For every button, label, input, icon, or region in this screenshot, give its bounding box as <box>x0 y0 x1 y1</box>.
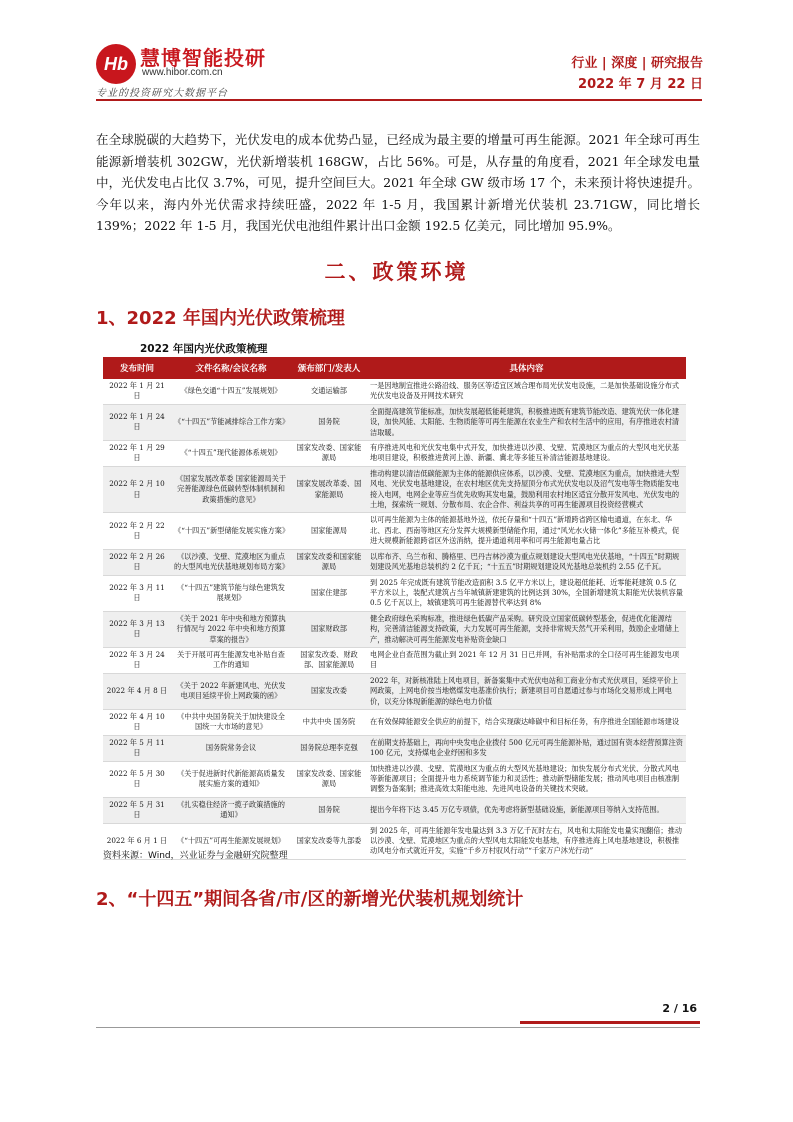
cell-content: 2022 年，对新核准陆上风电项目，新备案集中式光伏电站和工商业分布式光伏项目，延续平价上网政策，上网电价按当地燃煤发电基准价执行；新建项目可自愿通过参与市场化交易形成上网电价，以充分体现新能源的绿色电力价值 <box>367 673 686 709</box>
cell-date: 2022 年 5 月 30 日 <box>103 761 171 797</box>
cell-department: 国务院 <box>291 404 367 440</box>
hibor-logo-icon[interactable]: Hb <box>96 44 136 84</box>
page-number: 2 / 16 <box>662 1002 697 1015</box>
logo-name[interactable]: 慧博智能投研 <box>140 46 266 70</box>
cell-date: 2022 年 3 月 13 日 <box>103 611 171 647</box>
cell-document: 《国家发展改革委 国家能源局关于完善能源绿色低碳转型体制机制和政策措施的意见》 <box>171 466 291 513</box>
cell-content: 到 2025 年，可再生能源年发电量达到 3.3 万亿千瓦时左右，风电和太阳能发电量实现翻倍；推动以沙漠、戈壁、荒漠地区为重点的大型风电太阳能发电基地，有序推进海上风电基地建设，积极推动风电分布式就近开发，实施“千乡万村驭风行动”“千家万户沐光行动” <box>367 823 686 859</box>
cell-date: 2022 年 5 月 31 日 <box>103 797 171 823</box>
cell-department: 国家发改委、国家能源局 <box>291 761 367 797</box>
policy-table <box>103 357 686 860</box>
cell-document: 《关于 2022 年新建风电、光伏发电项目延续平价上网政策的函》 <box>171 673 291 709</box>
cell-document: 《“十四五”可再生能源发展规划》 <box>171 823 291 859</box>
cell-document: 《中共中央国务院关于加快建设全国统一大市场的意见》 <box>171 709 291 735</box>
cell-document: 国务院常务会议 <box>171 735 291 761</box>
cell-date: 2022 年 5 月 11 日 <box>103 735 171 761</box>
cell-department: 国家发改委 <box>291 673 367 709</box>
cell-document: 《以沙漠、戈壁、荒漠地区为重点的大型风电光伏基地规划布局方案》 <box>171 549 291 575</box>
subsection-title-2: 2、“十四五”期间各省/市/区的新增光伏装机规划统计 <box>96 889 524 910</box>
cell-date: 2022 年 2 月 26 日 <box>103 549 171 575</box>
report-type: 行业 | 深度 | 研究报告 <box>571 56 703 71</box>
header-divider <box>96 99 702 101</box>
cell-department: 国务院 <box>291 797 367 823</box>
cell-document: 《“十四五”建筑节能与绿色建筑发展规划》 <box>171 575 291 611</box>
cell-date: 2022 年 4 月 10 日 <box>103 709 171 735</box>
subsection-title-1: 1、2022 年国内光伏政策梳理 <box>96 308 345 329</box>
table-row <box>103 761 686 797</box>
cell-content: 在有效保障能源安全供应的前提下，结合实现碳达峰碳中和目标任务，有序推进全国能源市场建设 <box>367 709 686 735</box>
table-source: 资料来源：Wind，兴业证券与金融研究院整理 <box>103 851 288 861</box>
table-row <box>103 404 686 440</box>
column-header: 文件名称/会议名称 <box>171 357 291 379</box>
cell-department: 国家住建部 <box>291 575 367 611</box>
cell-department: 国家发改委、国家能源局 <box>291 441 367 467</box>
page-header <box>0 0 793 110</box>
column-header: 颁布部门/发表人 <box>291 357 367 379</box>
cell-document: 《“十四五”新型储能发展实施方案》 <box>171 513 291 549</box>
cell-date: 2022 年 1 月 29 日 <box>103 441 171 467</box>
cell-department: 国务院总理李克强 <box>291 735 367 761</box>
cell-content: 以库布齐、乌兰布和、腾格里、巴丹吉林沙漠为重点规划建设大型风电光伏基地，“十四五”时期规划建设风光基地总装机约 2 亿千瓦；“十五五”时期规划建设风光基地总装机约 2.55 亿千瓦。 <box>367 549 686 575</box>
table-row <box>103 379 686 404</box>
cell-date: 2022 年 3 月 11 日 <box>103 575 171 611</box>
cell-content: 以可再生能源为主体的能源基地外送，依托存量和“十四五”新增跨省跨区输电通道，在东北、华北、西北、西南等地区充分发挥大规模新型储能作用，通过“风光水火储一体化”多能互补模式，促进大规模新能源跨省区外送消纳，提升通道利用率和可再生能源电量占比 <box>367 513 686 549</box>
cell-content: 推动构建以清洁低碳能源为主体的能源供应体系，以沙漠、戈壁、荒漠地区为重点，加快推进大型风电、光伏发电基地建设，在农村地区优先支持屋顶分布式光伏发电以及沼气发电等生物质能发电接入电网，电网企业等应当优先收购其发电量，鼓励利用农村地区适宜分散开发风电、光伏发电的土地，探索统一规划、分散布局、农企合作、利益共享的可再生能源项目投资经营模式 <box>367 466 686 513</box>
cell-department: 国家能源局 <box>291 513 367 549</box>
cell-department: 交通运输部 <box>291 379 367 404</box>
table-row <box>103 611 686 647</box>
logo-url[interactable]: www.hibor.com.cn <box>142 67 223 78</box>
cell-document: 关于开展可再生能源发电补贴自查工作的通知 <box>171 647 291 673</box>
column-header: 具体内容 <box>367 357 686 379</box>
cell-department: 国家发改委等九部委 <box>291 823 367 859</box>
cell-content: 加快推进以沙漠、戈壁、荒漠地区为重点的大型风光基地建设；加快发展分布式光伏、分散式风电等新能源项目；全面提升电力系统调节能力和灵活性；推动新型储能发展；推动风电项目由核准制调整为备案制；推进高效太阳能电池、先进风电设备的关键技术突破。 <box>367 761 686 797</box>
cell-date: 2022 年 2 月 22 日 <box>103 513 171 549</box>
cell-document: 《扎实稳住经济一揽子政策措施的通知》 <box>171 797 291 823</box>
cell-content: 一是因地制宜推进公路沿线、服务区等适宜区域合理布局光伏发电设施，二是加快基础设施分布式光伏发电设备及开网技术研究 <box>367 379 686 404</box>
cell-date: 2022 年 6 月 1 日 <box>103 823 171 859</box>
cell-department: 国家发改委、财政部、国家能源局 <box>291 647 367 673</box>
cell-date: 2022 年 2 月 10 日 <box>103 466 171 513</box>
cell-content: 提出今年将下达 3.45 万亿专项债，优先考虑将新型基础设施，新能源项目等纳入支持范围。 <box>367 797 686 823</box>
cell-content: 健全政府绿色采购标准，推进绿色低碳产品采购。研究设立国家低碳转型基金，促进优化能源结构，完善清洁能源支持政策，大力发展可再生能源，支持非常规天然气开采利用，鼓励企业增储上产，推动解决可再生能源发电补贴资金缺口 <box>367 611 686 647</box>
table-row <box>103 575 686 611</box>
table-row <box>103 513 686 549</box>
cell-department: 中共中央 国务院 <box>291 709 367 735</box>
cell-department: 国家财政部 <box>291 611 367 647</box>
table-row <box>103 735 686 761</box>
cell-document: 《“十四五”节能减排综合工作方案》 <box>171 404 291 440</box>
table-row <box>103 441 686 467</box>
report-date: 2022 年 7 月 22 日 <box>578 77 703 92</box>
footer-divider <box>96 1027 700 1028</box>
cell-content: 在前期支持基础上，再向中央发电企业拨付 500 亿元可再生能源补贴，通过国有资本经营预算注资 100 亿元，支持煤电企业纾困和多发 <box>367 735 686 761</box>
table-title: 2022 年国内光伏政策梳理 <box>140 343 268 355</box>
cell-department: 国家发展改革委、国家能源局 <box>291 466 367 513</box>
table-row <box>103 647 686 673</box>
section-title: 二、政策环境 <box>324 260 469 284</box>
logo-slogan: 专业的投资研究大数据平台 <box>96 88 228 99</box>
table-row <box>103 797 686 823</box>
table-row <box>103 466 686 513</box>
cell-date: 2022 年 1 月 24 日 <box>103 404 171 440</box>
cell-document: 《绿色交通“十四五”发展规划》 <box>171 379 291 404</box>
table-row <box>103 673 686 709</box>
intro-paragraph <box>96 129 700 237</box>
table-row <box>103 549 686 575</box>
footer-accent-bar <box>520 1021 700 1024</box>
cell-department: 国家发改委和国家能源局 <box>291 549 367 575</box>
column-header: 发布时间 <box>103 357 171 379</box>
cell-content: 到 2025 年完成既有建筑节能改造面积 3.5 亿平方米以上，建设超低能耗、近零能耗建筑 0.5 亿平方米以上，装配式建筑占当年城镇新建建筑的比例达到 30%，全国新增建筑太阳能光伏装机容量 0.5 亿千瓦以上，城镇建筑可再生能源替代率达到 8% <box>367 575 686 611</box>
cell-content: 全面提高建筑节能标准，加快发展超低能耗建筑，积极推进既有建筑节能改造、建筑光伏一体化建设，加快风能、太阳能、生物质能等可再生能源在农业生产和农村生活中的应用，有序推进农村清洁取暖。 <box>367 404 686 440</box>
cell-document: 《关于促进新时代新能源高质量发展实施方案的通知》 <box>171 761 291 797</box>
cell-date: 2022 年 3 月 24 日 <box>103 647 171 673</box>
cell-document: 《“十四五”现代能源体系规划》 <box>171 441 291 467</box>
cell-content: 电网企业自查范围为截止到 2021 年 12 月 31 日已并网，有补贴需求的全口径可再生能源发电项目 <box>367 647 686 673</box>
table-header-row <box>103 357 686 379</box>
intro-text: 在全球脱碳的大趋势下，光伏发电的成本优势凸显，已经成为最主要的增量可再生能源。2021 年全球可再生能源新增装机 302GW，光伏新增装机 168GW，占比 56%。可是，从存量的角度看，2021 年全球发电量中，光伏发电占比仅 3.7%，可见，提升空间巨大。2021 年全球 GW 级市场 17 个，未来预计将快速提升。今年以来，海内外光伏需求持续旺盛，2022 年 1-5 月，我国累计新增光伏装机 23.71GW，同比增长 139%；2022 年 1-5 月，我国光伏电池组件累计出口金额 192.5 亿美元，同比增加 95.9%。 <box>96 132 700 233</box>
cell-date: 2022 年 1 月 21 日 <box>103 379 171 404</box>
cell-content: 有序推进风电和光伏发电集中式开发，加快推进以沙漠、戈壁、荒漠地区为重点的大型风电光伏基地项目建设，积极推进黄河上游、新疆、冀北等多能互补清洁能源基地建设。 <box>367 441 686 467</box>
table-row <box>103 709 686 735</box>
cell-document: 《关于 2021 年中央和地方预算执行情况与 2022 年中央和地方预算草案的报告》 <box>171 611 291 647</box>
cell-date: 2022 年 4 月 8 日 <box>103 673 171 709</box>
